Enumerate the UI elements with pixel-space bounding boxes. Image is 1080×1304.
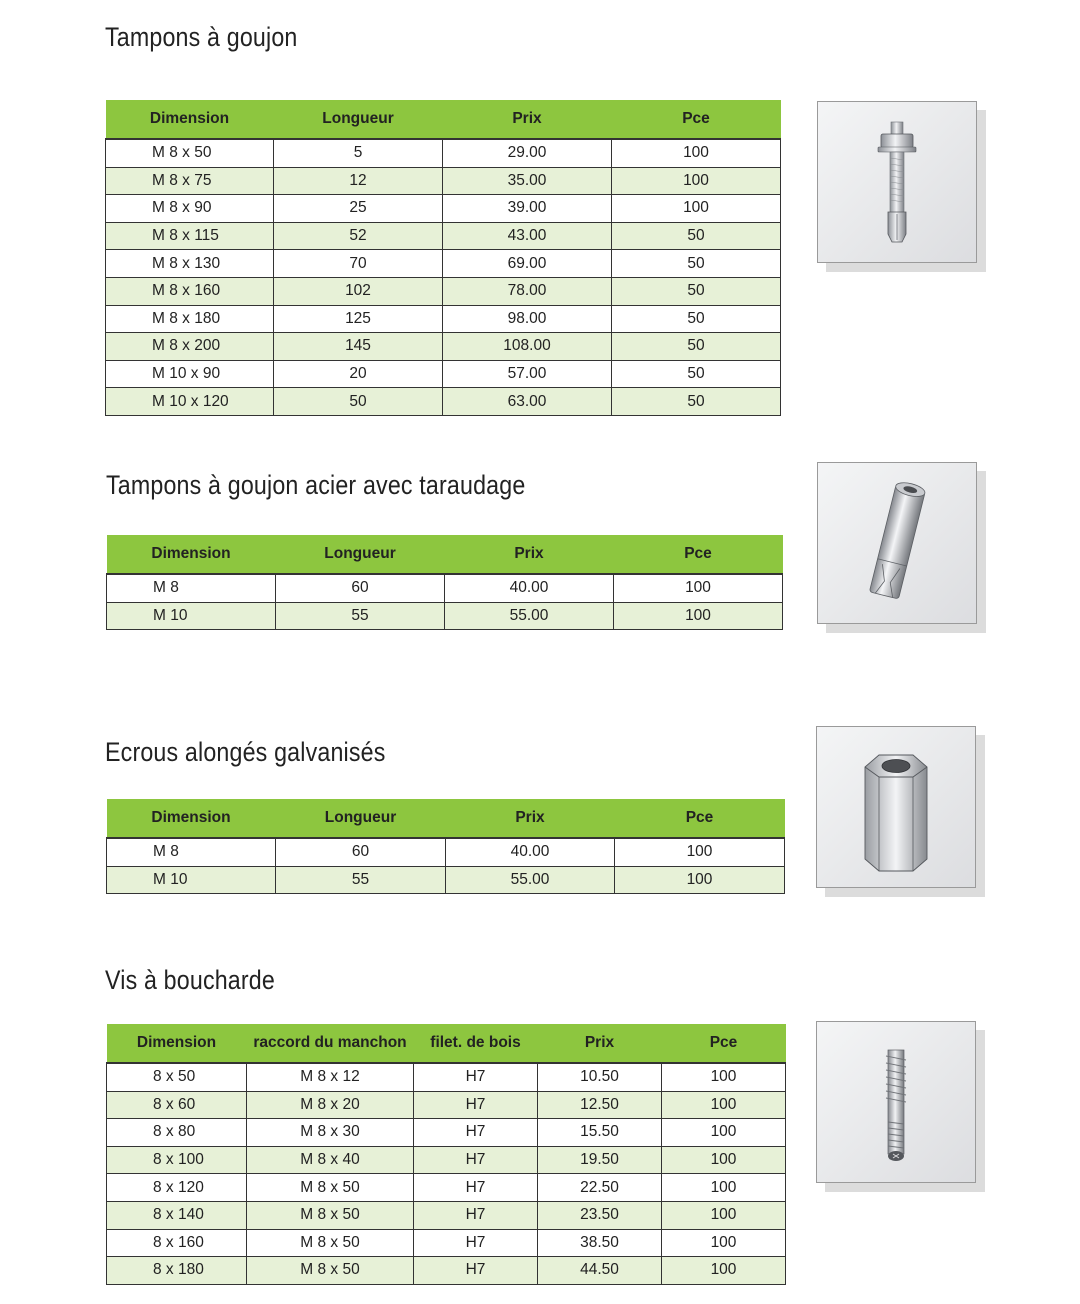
- table-cell: 52: [274, 222, 443, 250]
- table-row: [107, 1174, 786, 1202]
- table-cell: 22.50: [538, 1174, 662, 1202]
- column-header: Longueur: [276, 799, 446, 838]
- section-title-tampons-goujon: Tampons à goujon: [105, 22, 298, 52]
- table-header-row: [107, 1024, 786, 1063]
- table-cell: 55.00: [445, 602, 614, 630]
- table-cell: 38.50: [538, 1229, 662, 1257]
- table-cell: 145: [274, 333, 443, 361]
- table-row: [107, 1201, 786, 1229]
- column-header: Pce: [615, 799, 785, 838]
- table-cell: 19.50: [538, 1146, 662, 1174]
- table-cell: H7: [414, 1174, 538, 1202]
- table-cell: M 8 x 30: [247, 1119, 414, 1147]
- threaded-sleeve-anchor-icon: [818, 463, 976, 623]
- product-photo-threaded-anchor: [817, 462, 977, 624]
- section-title-ecrous: Ecrous alongés galvanisés: [105, 737, 386, 767]
- table-cell: M 8 x 50: [106, 139, 274, 167]
- table-cell: 55.00: [446, 866, 615, 894]
- table-cell: 35.00: [443, 167, 612, 195]
- price-table-tampons-goujon: [105, 100, 781, 416]
- hanger-bolt-icon: [817, 1022, 975, 1182]
- table-cell: 25: [274, 195, 443, 223]
- table-cell: 8 x 50: [107, 1063, 247, 1091]
- table-cell: 100: [614, 602, 783, 630]
- table-row: [107, 838, 785, 866]
- price-table-vis-boucharde: [106, 1024, 786, 1285]
- table-cell: M 8 x 20: [247, 1091, 414, 1119]
- table-cell: H7: [414, 1091, 538, 1119]
- table-cell: 100: [662, 1063, 786, 1091]
- table-cell: 98.00: [443, 305, 612, 333]
- table-header-row: [107, 799, 785, 838]
- table-cell: H7: [414, 1146, 538, 1174]
- table-cell: 40.00: [446, 838, 615, 866]
- table-cell: 60: [276, 574, 445, 602]
- table-row: [106, 222, 781, 250]
- column-header: Longueur: [274, 100, 443, 139]
- column-header: Dimension: [107, 1024, 247, 1063]
- table-cell: 100: [662, 1229, 786, 1257]
- table-cell: 100: [615, 838, 785, 866]
- table-cell: 108.00: [443, 333, 612, 361]
- table-cell: 8 x 80: [107, 1119, 247, 1147]
- column-header: filet. de bois: [414, 1024, 538, 1063]
- table-row: [106, 305, 781, 333]
- coupling-nut-icon: [817, 727, 975, 887]
- table-cell: 100: [662, 1257, 786, 1285]
- table-cell: M 10: [107, 866, 276, 894]
- table-cell: 40.00: [445, 574, 614, 602]
- column-header: Longueur: [276, 535, 445, 574]
- table-cell: 15.50: [538, 1119, 662, 1147]
- table-cell: 29.00: [443, 139, 612, 167]
- table-row: [106, 360, 781, 388]
- table-cell: 8 x 180: [107, 1257, 247, 1285]
- column-header: Dimension: [107, 535, 276, 574]
- table-cell: 50: [612, 305, 781, 333]
- table-cell: M 8 x 115: [106, 222, 274, 250]
- table-row: [107, 1229, 786, 1257]
- column-header: Prix: [538, 1024, 662, 1063]
- table-cell: M 8 x 200: [106, 333, 274, 361]
- table-cell: H7: [414, 1257, 538, 1285]
- table-cell: 50: [612, 333, 781, 361]
- table-row: [107, 602, 783, 630]
- column-header: Dimension: [107, 799, 276, 838]
- column-header: Pce: [614, 535, 783, 574]
- table-cell: 12.50: [538, 1091, 662, 1119]
- table-cell: 50: [612, 388, 781, 416]
- table-cell: 12: [274, 167, 443, 195]
- table-cell: M 8: [107, 838, 276, 866]
- table-cell: 50: [612, 360, 781, 388]
- table-row: [107, 1091, 786, 1119]
- table-cell: 43.00: [443, 222, 612, 250]
- table-row: [107, 574, 783, 602]
- product-photo-wedge-anchor: [817, 101, 977, 263]
- table-cell: 39.00: [443, 195, 612, 223]
- price-table-tampons-taraudage: [106, 535, 783, 630]
- column-header: Pce: [612, 100, 781, 139]
- table-cell: M 10: [107, 602, 276, 630]
- table-cell: M 10 x 120: [106, 388, 274, 416]
- column-header: Dimension: [106, 100, 274, 139]
- table-cell: 57.00: [443, 360, 612, 388]
- table-cell: 50: [612, 250, 781, 278]
- table-cell: 44.50: [538, 1257, 662, 1285]
- table-cell: 8 x 60: [107, 1091, 247, 1119]
- table-cell: 100: [614, 574, 783, 602]
- table-cell: 100: [662, 1091, 786, 1119]
- table-cell: 50: [612, 222, 781, 250]
- table-cell: 100: [612, 139, 781, 167]
- table-cell: 100: [662, 1146, 786, 1174]
- table-cell: 8 x 120: [107, 1174, 247, 1202]
- product-photo-hanger-bolt: [816, 1021, 976, 1183]
- table-row: [107, 1063, 786, 1091]
- table-cell: H7: [414, 1229, 538, 1257]
- table-cell: M 8 x 180: [106, 305, 274, 333]
- table-cell: 70: [274, 250, 443, 278]
- table-cell: 102: [274, 277, 443, 305]
- section-title-vis-boucharde: Vis à boucharde: [105, 965, 275, 995]
- table-cell: 60: [276, 838, 446, 866]
- table-row: [106, 195, 781, 223]
- table-cell: 10.50: [538, 1063, 662, 1091]
- table-cell: 63.00: [443, 388, 612, 416]
- table-cell: M 8 x 12: [247, 1063, 414, 1091]
- table-cell: 5: [274, 139, 443, 167]
- table-cell: M 8 x 130: [106, 250, 274, 278]
- table-row: [107, 1257, 786, 1285]
- column-header: Prix: [443, 100, 612, 139]
- table-row: [106, 277, 781, 305]
- table-cell: M 8 x 50: [247, 1174, 414, 1202]
- table-row: [106, 139, 781, 167]
- table-cell: 8 x 160: [107, 1229, 247, 1257]
- table-cell: M 10 x 90: [106, 360, 274, 388]
- table-cell: M 8 x 50: [247, 1257, 414, 1285]
- table-cell: M 8: [107, 574, 276, 602]
- table-cell: H7: [414, 1119, 538, 1147]
- table-header-row: [106, 100, 781, 139]
- table-row: [106, 388, 781, 416]
- table-cell: 100: [662, 1119, 786, 1147]
- table-cell: 100: [612, 195, 781, 223]
- table-row: [106, 333, 781, 361]
- table-row: [107, 1119, 786, 1147]
- table-cell: 100: [615, 866, 785, 894]
- table-cell: 100: [662, 1174, 786, 1202]
- table-cell: 69.00: [443, 250, 612, 278]
- table-cell: M 8 x 160: [106, 277, 274, 305]
- table-cell: M 8 x 75: [106, 167, 274, 195]
- product-photo-coupling-nut: [816, 726, 976, 888]
- table-cell: 50: [274, 388, 443, 416]
- table-cell: 50: [612, 277, 781, 305]
- table-cell: M 8 x 90: [106, 195, 274, 223]
- table-cell: 100: [612, 167, 781, 195]
- table-cell: M 8 x 50: [247, 1201, 414, 1229]
- section-title-tampons-taraudage: Tampons à goujon acier avec taraudage: [106, 470, 526, 500]
- table-row: [106, 167, 781, 195]
- column-header: Prix: [445, 535, 614, 574]
- wedge-anchor-bolt-icon: [818, 102, 976, 262]
- table-cell: 55: [276, 602, 445, 630]
- table-row: [106, 250, 781, 278]
- table-cell: 78.00: [443, 277, 612, 305]
- table-cell: 8 x 140: [107, 1201, 247, 1229]
- table-row: [107, 1146, 786, 1174]
- table-header-row: [107, 535, 783, 574]
- table-cell: M 8 x 50: [247, 1229, 414, 1257]
- table-cell: H7: [414, 1201, 538, 1229]
- table-cell: 23.50: [538, 1201, 662, 1229]
- column-header: raccord du manchon: [247, 1024, 414, 1063]
- table-cell: 100: [662, 1201, 786, 1229]
- table-cell: 8 x 100: [107, 1146, 247, 1174]
- column-header: Prix: [446, 799, 615, 838]
- price-table-ecrous: [106, 799, 785, 894]
- table-cell: H7: [414, 1063, 538, 1091]
- table-row: [107, 866, 785, 894]
- table-cell: 20: [274, 360, 443, 388]
- table-cell: 55: [276, 866, 446, 894]
- column-header: Pce: [662, 1024, 786, 1063]
- table-cell: M 8 x 40: [247, 1146, 414, 1174]
- table-cell: 125: [274, 305, 443, 333]
